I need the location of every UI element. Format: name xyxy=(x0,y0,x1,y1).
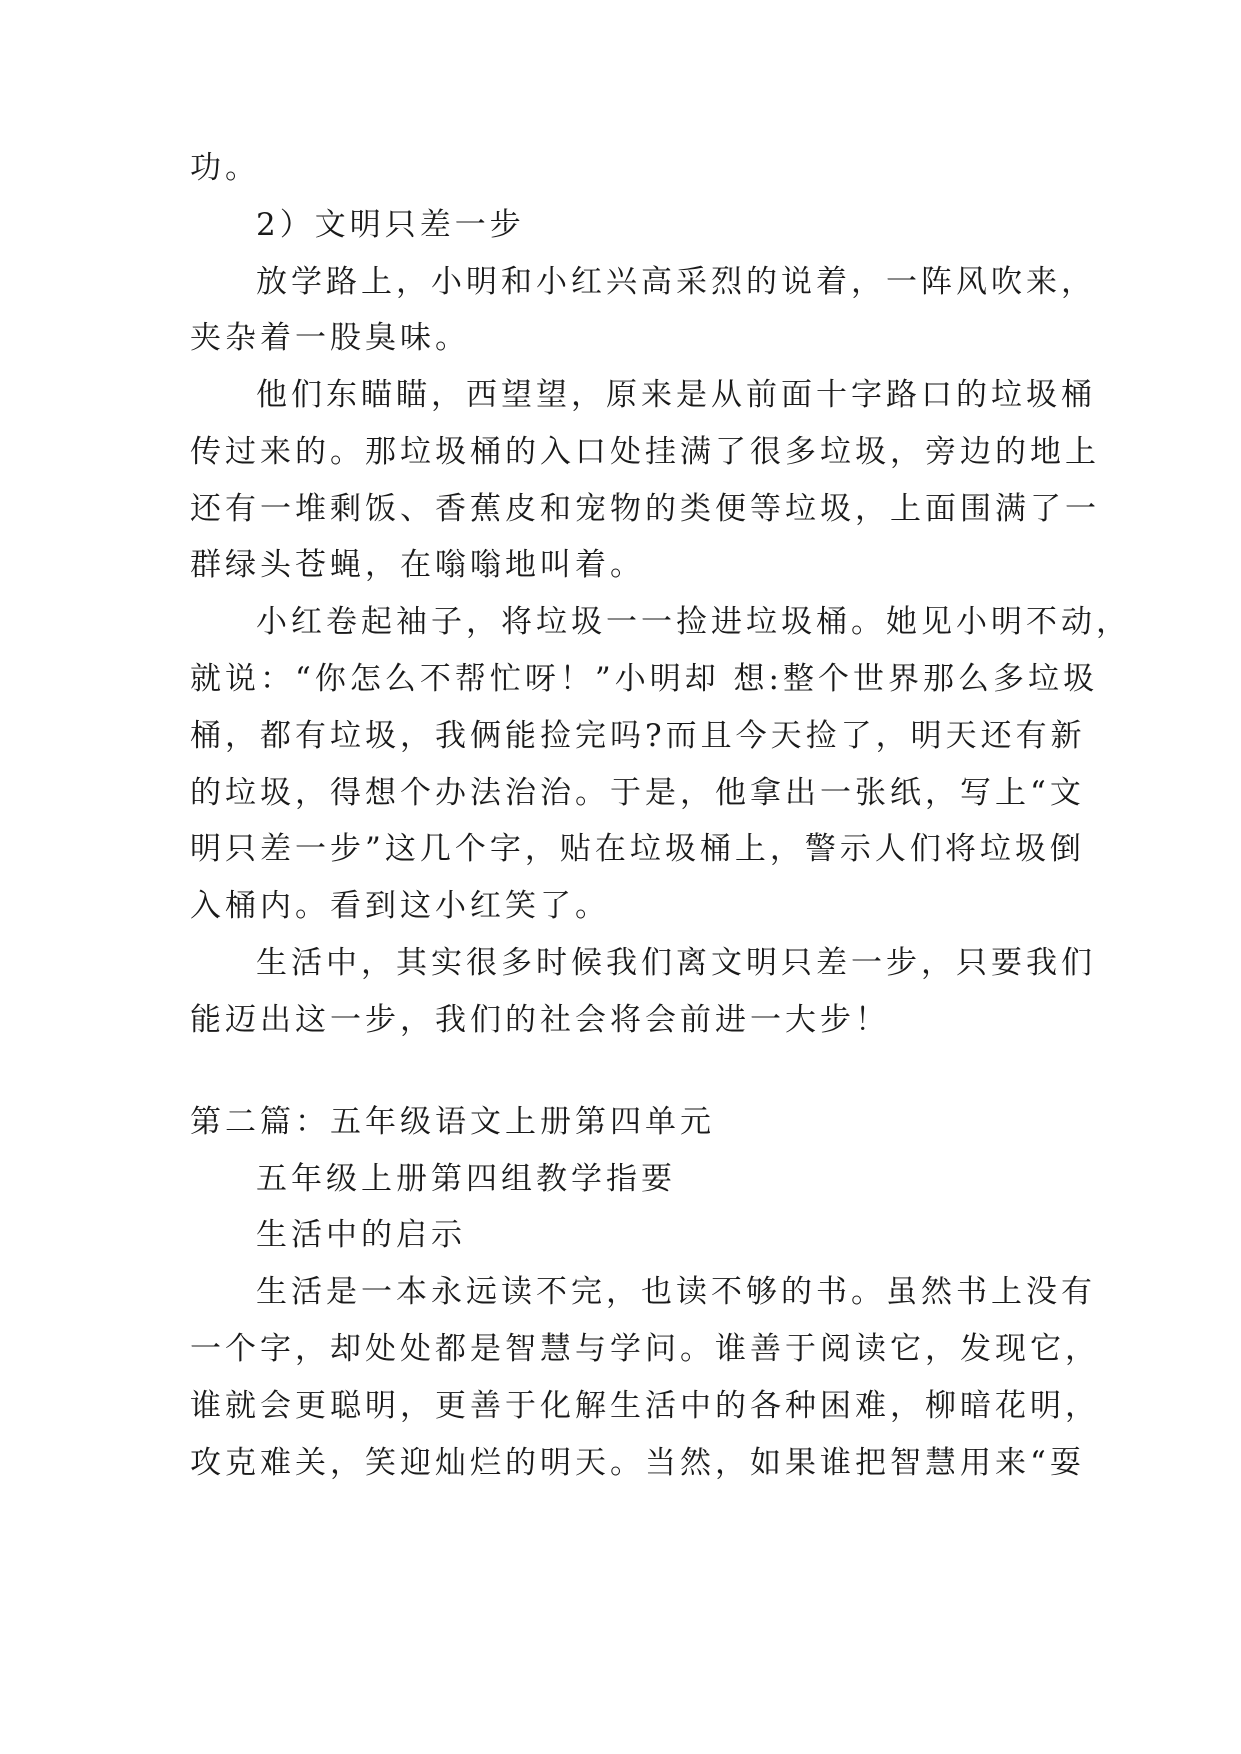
text-line: 入桶内。看到这小红笑了。 xyxy=(190,888,610,924)
text-line: 功。 xyxy=(190,150,260,186)
section-heading: 生活中的启示 xyxy=(256,1217,466,1253)
text-line: 他们东瞄瞄，西望望，原来是从前面十字路口的垃圾桶 xyxy=(256,377,1096,413)
text-line: 放学路上，小明和小红兴高采烈的说着，一阵风吹来， xyxy=(256,264,1096,300)
text-line: 的垃圾，得想个办法治治。于是，他拿出一张纸，写上“文 xyxy=(190,775,1085,811)
text-line: 生活是一本永远读不完，也读不够的书。虽然书上没有 xyxy=(256,1274,1096,1310)
text-line: 夹杂着一股臭味。 xyxy=(190,320,470,356)
text-line: 谁就会更聪明，更善于化解生活中的各种困难，柳暗花明， xyxy=(190,1388,1100,1424)
text-line: 能迈出这一步，我们的社会将会前进一大步！ xyxy=(190,1002,890,1038)
text-line: 一个字，却处处都是智慧与学问。谁善于阅读它，发现它， xyxy=(190,1331,1100,1367)
text-line: 攻克难关，笑迎灿烂的明天。当然，如果谁把智慧用来“耍 xyxy=(190,1445,1085,1481)
text-line: 生活中，其实很多时候我们离文明只差一步，只要我们 xyxy=(256,945,1096,981)
text-line: 桶，都有垃圾，我俩能捡完吗?而且今天捡了，明天还有新 xyxy=(190,718,1086,754)
section-heading: 五年级上册第四组教学指要 xyxy=(256,1161,676,1197)
chapter-title: 第二篇：五年级语文上册第四单元 xyxy=(190,1104,715,1140)
text-line: 还有一堆剩饭、香蕉皮和宠物的类便等垃圾，上面围满了一 xyxy=(190,491,1100,527)
section-heading: 2）文明只差一步 xyxy=(256,207,525,243)
text-line: 群绿头苍蝇，在嗡嗡地叫着。 xyxy=(190,547,645,583)
text-line: 明只差一步”这几个字，贴在垃圾桶上，警示人们将垃圾倒 xyxy=(190,831,1085,867)
text-line: 就说：“你怎么不帮忙呀！”小明却 想:整个世界那么多垃圾 xyxy=(190,661,1098,697)
text-line: 传过来的。那垃圾桶的入口处挂满了很多垃圾，旁边的地上 xyxy=(190,434,1100,470)
text-line: 小红卷起袖子，将垃圾一一捡进垃圾桶。她见小明不动， xyxy=(256,604,1131,640)
